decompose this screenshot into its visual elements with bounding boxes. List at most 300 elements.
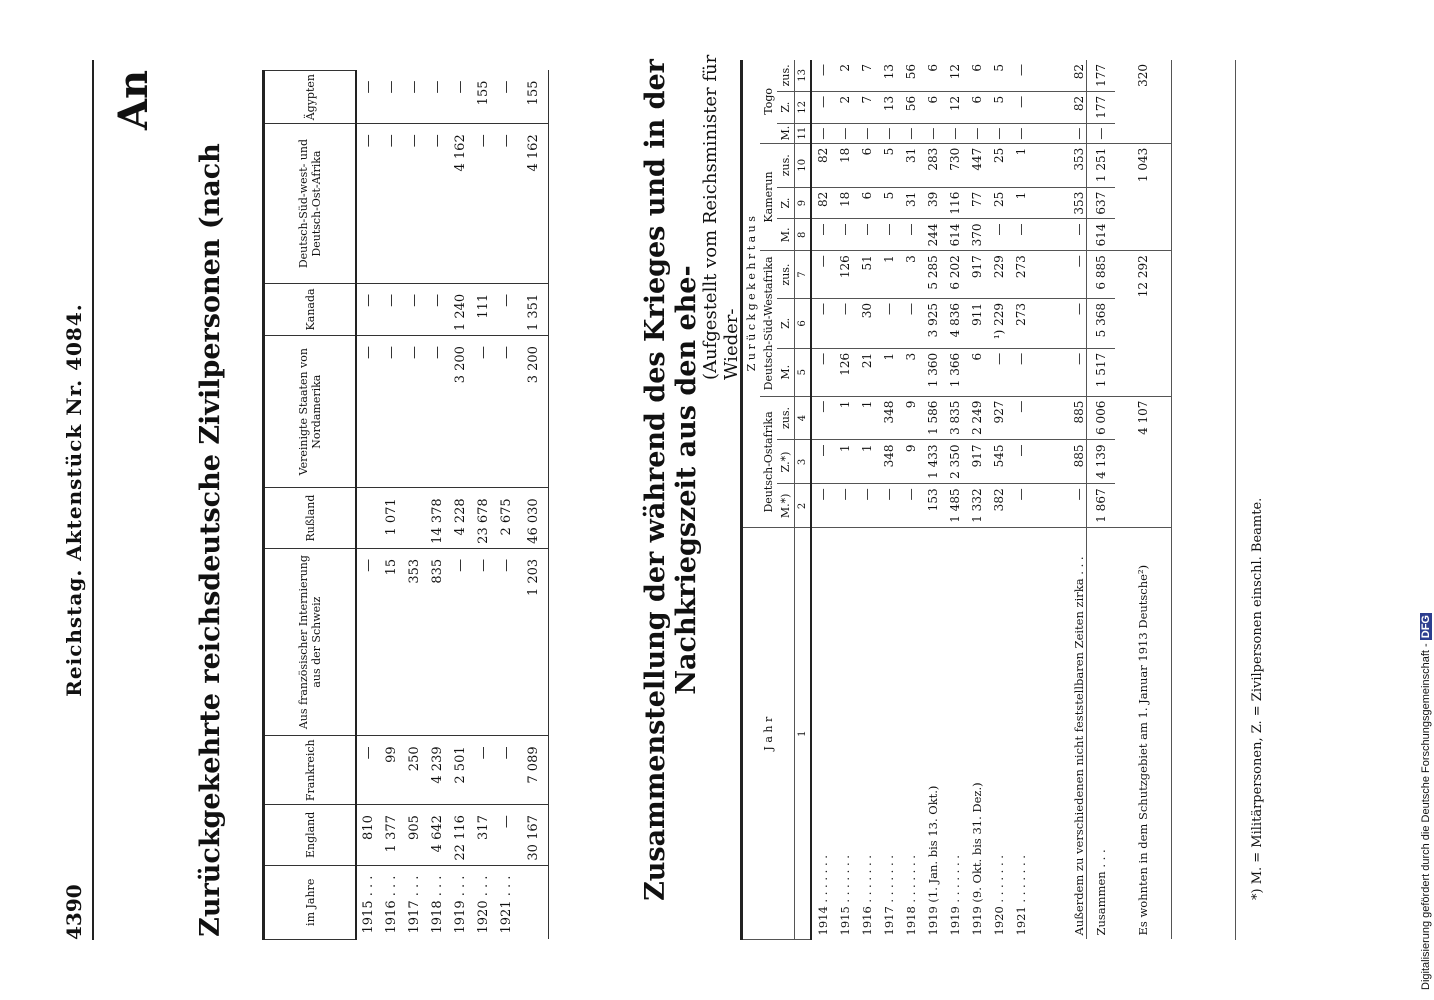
table2-cell: 917 (966, 440, 988, 484)
table2-subcol: zus. (777, 143, 795, 187)
page-title: Reichstag. Aktenstück Nr. 4084. (62, 303, 86, 697)
table2-cell: 4 836 (944, 298, 966, 348)
table2-cell: 116 (944, 187, 966, 219)
table1-total-cell: 1 203 (518, 548, 549, 736)
table2-cell: 1921 . . . . . . . (1014, 855, 1028, 936)
table2-cell: 9 (900, 440, 922, 484)
table2-super-header: Z u r ü c k g e k e h r t a u s (742, 60, 761, 528)
table1-cell: — (472, 548, 495, 736)
table2-subcol: Z. (777, 187, 795, 219)
table1-row (472, 71, 495, 940)
table2-cell: 1919 (1. Jan. bis 13. Okt.) (926, 785, 940, 936)
table1-cell: 4 239 (426, 736, 449, 805)
table1-col-header: Deutsch-Süd-west- und Deutsch-Ost-Afrika (264, 124, 357, 284)
table2-cell: 56 (900, 91, 922, 123)
table1-cell: 1915 . . . (361, 875, 376, 934)
table1-cell: — (495, 736, 518, 805)
table2-note-cell: 885 (1032, 396, 1087, 440)
table2-subcol: M.*) (777, 484, 795, 528)
table1-cell: — (380, 283, 403, 335)
table2-total-cell: 1 251 (1087, 143, 1116, 187)
table1-cell: 23 678 (472, 488, 495, 549)
table1-cell (403, 488, 426, 549)
table1-total-cell: 155 (518, 71, 549, 124)
table1-cell: — (472, 736, 495, 805)
table2-cell: — (811, 91, 834, 123)
table2-cell: 1 366 (944, 348, 966, 396)
table1-cell: — (472, 336, 495, 488)
table1-title: Zurückgekehrte reichsdeutsche Zivilpersonen (nach (195, 143, 226, 937)
table2-cell: — (811, 440, 834, 484)
table1-cell: — (426, 124, 449, 284)
table2-cell: 1919 (9. Okt. bis 31. Dez.) (970, 782, 984, 936)
table2-colnum: 10 (795, 143, 812, 187)
table2-cell: — (811, 219, 834, 251)
table2-cell: 382 (988, 484, 1010, 528)
table2-total-cell: 637 (1087, 187, 1116, 219)
table2-cell: 18 (834, 143, 856, 187)
table2-total-cell: 6 885 (1087, 251, 1116, 299)
table2-cell: 12 (944, 60, 966, 91)
table2-total-cell: 4 139 (1087, 440, 1116, 484)
table2-cell: 30 (856, 298, 878, 348)
table1-cell: — (449, 548, 472, 736)
table2-subcol: zus. (777, 396, 795, 440)
table2-cell: 126 (834, 251, 856, 299)
table2-cell: — (966, 123, 988, 143)
table1-cell: 3 200 (449, 336, 472, 488)
table2-note-cell: — (1032, 219, 1087, 251)
table2-cell: 3 (900, 251, 922, 299)
table2-row (944, 60, 966, 940)
table2-cell: 1 (878, 348, 900, 396)
table2-cell: — (944, 123, 966, 143)
table2-cell: 3 925 (922, 298, 944, 348)
table2-cell: 273 (1010, 251, 1032, 299)
table2-cell: 1914 . . . . . . . (816, 855, 830, 936)
table2-note-cell: 885 (1032, 440, 1087, 484)
table2-cell: — (834, 484, 856, 528)
table2-cell: 7 (856, 60, 878, 91)
table2-cell: — (900, 484, 922, 528)
table1-total-cell: 46 030 (518, 488, 549, 549)
table2-residents-value: 320 (1115, 60, 1172, 143)
table2-cell: — (1010, 440, 1032, 484)
table1-col-header: im Jahre (264, 865, 357, 939)
table1-total-cell: 7 089 (518, 736, 549, 805)
table2-cell: 348 (878, 396, 900, 440)
table1-cell: 2 675 (495, 488, 518, 549)
table1-cell: — (380, 71, 403, 124)
dfg-logo: DFG (1420, 615, 1432, 639)
table2-cell: 153 (922, 484, 944, 528)
table2-row (988, 60, 1010, 940)
table2-cell: — (922, 123, 944, 143)
table2-cell: 1916 . . . . . . . (860, 855, 874, 936)
table1-cell: 1919 . . . (453, 875, 468, 934)
table1-cell: 1 240 (449, 283, 472, 335)
table2-group-header: Togo (760, 60, 777, 143)
table1-col-header: Aus französischer Internierung aus der Schweiz (264, 548, 357, 736)
table2-total-cell: 1 867 (1087, 484, 1116, 528)
table2-cell: — (1010, 123, 1032, 143)
table2-cell: 6 (922, 91, 944, 123)
table2-row (900, 60, 922, 940)
table2-colnum: 13 (795, 60, 812, 91)
table2-total-cell: — (1087, 123, 1116, 143)
table2-cell: 3 835 (944, 396, 966, 440)
table1-cell: — (356, 548, 380, 736)
table2-cell: 12 (944, 91, 966, 123)
table1-cell: — (356, 283, 380, 335)
table2-group-header: Kamerun (760, 143, 777, 250)
table2-colnum: 3 (795, 440, 812, 484)
table1-cell: — (426, 71, 449, 124)
table2-cell: 82 (811, 143, 834, 187)
table1-cell: 111 (472, 283, 495, 335)
page-number: 4390 (62, 884, 86, 940)
table2-cell: — (834, 219, 856, 251)
table2-colnum: 11 (795, 123, 812, 143)
table2-cell: — (811, 60, 834, 91)
table2-total-cell: 177 (1087, 60, 1116, 91)
table2-cell: 447 (966, 143, 988, 187)
table1-cell: — (495, 124, 518, 284)
table2-cell: — (878, 484, 900, 528)
table1-cell: 1921 . . . (499, 875, 514, 934)
table1-cell: 1920 . . . (476, 875, 491, 934)
table2-row (1010, 60, 1032, 940)
table1-row (426, 71, 449, 940)
table1-col-header: Kanada (264, 283, 357, 335)
table2-cell: 6 (966, 91, 988, 123)
table2-cell: 5 (878, 187, 900, 219)
table2-row (966, 60, 988, 940)
table1-cell: 835 (426, 548, 449, 736)
table2-cell: 6 (966, 60, 988, 91)
table2-cell: 6 (922, 60, 944, 91)
table2-cell: 911 (966, 298, 988, 348)
table2-colnum: 9 (795, 187, 812, 219)
table2-cell: 31 (900, 143, 922, 187)
footnote: *) M. = Militärpersonen, Z. = Zivilpersonen einschl. Beamte. (1250, 497, 1265, 900)
table2-residents-value: 1 043 (1115, 143, 1172, 250)
table2-cell: — (811, 251, 834, 299)
table2-note-cell: — (1032, 123, 1087, 143)
table2-cell: 6 (966, 348, 988, 396)
table2-total-row (1087, 60, 1116, 940)
table2-group-header: Deutsch-Ostafrika (760, 396, 777, 528)
table2-cell: — (1010, 60, 1032, 91)
table2-note-cell: 353 (1032, 187, 1087, 219)
table2-note-cell: — (1032, 484, 1087, 528)
table2-row (922, 60, 944, 940)
table2-row (856, 60, 878, 940)
table1-cell: — (495, 283, 518, 335)
page-header (62, 60, 94, 940)
table2-residents-value: 12 292 (1115, 251, 1172, 396)
table2-cell: 1 (834, 396, 856, 440)
table1-cell: — (495, 71, 518, 124)
table2-subcol: zus. (777, 251, 795, 299)
table1-cell: — (495, 548, 518, 736)
table1-cell: 810 (356, 805, 380, 866)
table2-colnum: 12 (795, 91, 812, 123)
table2-colnum: 2 (795, 484, 812, 528)
table2-subcol: M. (777, 219, 795, 251)
table1-cell: — (356, 336, 380, 488)
table2-cell: — (900, 123, 922, 143)
table1-cell: 1 071 (380, 488, 403, 549)
table2-note-cell: — (1032, 298, 1087, 348)
table2-cell: — (1010, 219, 1032, 251)
table2-group-header: Deutsch-Süd-Westafrika (760, 251, 777, 396)
table2-total-cell: 177 (1087, 91, 1116, 123)
footnote-rule (1235, 60, 1236, 940)
table2-cell: — (988, 348, 1010, 396)
table2-row (878, 60, 900, 940)
table2-cell: 82 (811, 187, 834, 219)
table2 (740, 60, 1172, 940)
table2-cell: — (811, 123, 834, 143)
table2-residents-row (1115, 60, 1172, 940)
table1-cell: 1918 . . . (430, 875, 445, 934)
table2-row (811, 60, 834, 940)
table1-cell: 22 116 (449, 805, 472, 866)
table2-cell: 927 (988, 396, 1010, 440)
table2-subtitle: (Aufgestellt vom Reichsminister für Wieder- (700, 54, 742, 380)
table2-cell: 21 (856, 348, 878, 396)
table1-cell: 1 377 (380, 805, 403, 866)
table2-note-row (1032, 60, 1087, 940)
table2-cell: 6 (856, 187, 878, 219)
table2-note-cell: 353 (1032, 143, 1087, 187)
sidebar-text: Digitalisierung gefördert durch die Deutsche Forschungsgemeinschaft - (1420, 643, 1432, 990)
table2-cell: 25 (988, 143, 1010, 187)
table1-cell: — (356, 736, 380, 805)
table2-cell: 348 (878, 440, 900, 484)
table2-colnum: 7 (795, 251, 812, 299)
table2-cell: — (878, 219, 900, 251)
table1-row (495, 71, 518, 940)
table1-row (380, 71, 403, 940)
table2-cell: — (811, 298, 834, 348)
table2-cell: 1 (856, 396, 878, 440)
table2-colnum: 8 (795, 219, 812, 251)
table1-cell: 250 (403, 736, 426, 805)
table2-cell: 1 (834, 440, 856, 484)
table2-cell: — (834, 298, 856, 348)
table1-cell: — (403, 283, 426, 335)
table1-cell: 2 501 (449, 736, 472, 805)
table1-cell: 905 (403, 805, 426, 866)
table2-cell: 229 (988, 251, 1010, 299)
table1-cell: — (403, 71, 426, 124)
table2-cell: 1 433 (922, 440, 944, 484)
table2-colnum: 4 (795, 396, 812, 440)
table2-cell: 9 (900, 396, 922, 440)
table2-residents-value: 4 107 (1115, 396, 1172, 528)
table2-cell: 1919 . . . . . . . (948, 855, 962, 936)
table2-cell: — (878, 298, 900, 348)
table2-note-cell: Außerdem zu verschiedenen nicht feststellbaren Zeiten zirka . . . (1072, 556, 1086, 936)
table1-cell: 99 (380, 736, 403, 805)
table2-cell: 6 202 (944, 251, 966, 299)
table2-colnum: 6 (795, 298, 812, 348)
table1-cell: — (380, 336, 403, 488)
table2-cell: 2 (834, 91, 856, 123)
header-rule (92, 60, 94, 940)
table2-cell: — (834, 123, 856, 143)
table1-cell: 1916 . . . (384, 875, 399, 934)
table1-cell: — (472, 124, 495, 284)
table2-cell: ¹) 229 (988, 298, 1010, 348)
table1-col-header: Rußland (264, 488, 357, 549)
table2-subcol: Z.*) (777, 440, 795, 484)
table2-total-cell: Zusammen . . . (1087, 528, 1116, 940)
table2-total-cell: 1 517 (1087, 348, 1116, 396)
table2-title: Zusammenstellung der während des Krieges und in der Nachkriegszeit aus den ehe- (640, 59, 702, 901)
table2-note-cell: — (1032, 348, 1087, 396)
table1-cell: — (426, 283, 449, 335)
table2-cell: 13 (878, 60, 900, 91)
table2-cell: — (900, 219, 922, 251)
table2-cell: 56 (900, 60, 922, 91)
table2-colnum: 5 (795, 348, 812, 396)
table2-cell: 5 (988, 91, 1010, 123)
table2-cell: 1 (1010, 143, 1032, 187)
table2-subcol: M. (777, 348, 795, 396)
table1-cell: — (426, 336, 449, 488)
table2-cell: 283 (922, 143, 944, 187)
table1-total-cell: 1 351 (518, 283, 549, 335)
table1 (262, 70, 549, 940)
table2-cell: — (856, 219, 878, 251)
table2-header-row (742, 60, 761, 940)
table2-cell: — (1010, 91, 1032, 123)
table2-cell: 6 (856, 143, 878, 187)
table2-cell: — (811, 348, 834, 396)
table2-cell: 1 (856, 440, 878, 484)
table1-cell: — (380, 124, 403, 284)
table2-cell: 2 249 (966, 396, 988, 440)
table1-cell: — (356, 71, 380, 124)
table2-subcol: M. (777, 123, 795, 143)
table1-col-header: Frankreich (264, 736, 357, 805)
table2-cell: 13 (878, 91, 900, 123)
table1-cell: 317 (472, 805, 495, 866)
table2-colnum: 1 (795, 528, 812, 940)
table2-cell: 7 (856, 91, 878, 123)
table1-cell: — (403, 336, 426, 488)
table2-cell: 31 (900, 187, 922, 219)
table2-cell: — (988, 123, 1010, 143)
table1-cell: — (449, 71, 472, 124)
table2-cell: 126 (834, 348, 856, 396)
table2-cell: — (811, 484, 834, 528)
table1-cell: 155 (472, 71, 495, 124)
table1-total-row (518, 71, 549, 940)
table2-cell: 917 (966, 251, 988, 299)
sidebar (1419, 0, 1433, 1000)
corner-letter: An (110, 69, 157, 130)
table2-cell: 1918 . . . . . . . (904, 855, 918, 936)
table2-cell: — (1010, 348, 1032, 396)
table2-cell: 77 (966, 187, 988, 219)
table2-row-header: J a h r (742, 528, 795, 940)
table2-note-cell: — (1032, 251, 1087, 299)
table1-row (403, 71, 426, 940)
table2-cell: 1 332 (966, 484, 988, 528)
table2-cell: 5 (988, 60, 1010, 91)
table2-total-cell: 6 006 (1087, 396, 1116, 440)
table2-cell: 1 485 (944, 484, 966, 528)
table2-cell: 1915 . . . . . . . (838, 855, 852, 936)
table2-cell: — (1010, 396, 1032, 440)
table2-residents-label: Es wohnten in dem Schutzgebiet am 1. Januar 1913 Deutsche²) (1115, 528, 1172, 940)
table1-cell: 353 (403, 548, 426, 736)
table1-cell: — (495, 336, 518, 488)
table2-total-cell: 5 368 (1087, 298, 1116, 348)
table1-cell: 4 642 (426, 805, 449, 866)
table2-cell: 730 (944, 143, 966, 187)
table2-cell: 273 (1010, 298, 1032, 348)
table1-cell: 1917 . . . (407, 875, 422, 934)
table1-total-cell: 30 167 (518, 805, 549, 866)
table1-col-header: England (264, 805, 357, 866)
table1-total-cell: 3 200 (518, 336, 549, 488)
table2-cell: — (900, 298, 922, 348)
table2-cell: 545 (988, 440, 1010, 484)
table1-cell: 4 162 (449, 124, 472, 284)
table2-subcol: Z. (777, 298, 795, 348)
table1-col-header: Vereinigte Staaten von Nordamerika (264, 336, 357, 488)
table2-subcol: Z. (777, 91, 795, 123)
table2-note-cell: 82 (1032, 91, 1087, 123)
table2-cell: — (878, 123, 900, 143)
table2-cell: 2 350 (944, 440, 966, 484)
table1-row (356, 71, 380, 940)
table2-cell: — (856, 484, 878, 528)
table2-cell: 3 (900, 348, 922, 396)
table2-subcol: zus. (777, 60, 795, 91)
table1-cell: — (403, 124, 426, 284)
table2-colnum-row (795, 60, 812, 940)
table1-col-header: Ägypten (264, 71, 357, 124)
table2-cell: 1 (1010, 187, 1032, 219)
table1-total-cell: 4 162 (518, 124, 549, 284)
table2-cell: — (988, 219, 1010, 251)
table2-cell: — (811, 396, 834, 440)
table2-cell: 5 (878, 143, 900, 187)
table2-cell: — (1010, 484, 1032, 528)
table2-row (834, 60, 856, 940)
table2-cell: 614 (944, 219, 966, 251)
table2-cell: 1917 . . . . . . . (882, 855, 896, 936)
table2-cell: 2 (834, 60, 856, 91)
table2-cell: 1920 . . . . . . . (992, 855, 1006, 936)
table2-cell: 39 (922, 187, 944, 219)
table2-cell: 25 (988, 187, 1010, 219)
table1-row (449, 71, 472, 940)
table2-cell: 51 (856, 251, 878, 299)
table1-cell: 15 (380, 548, 403, 736)
table1-cell: 4 228 (449, 488, 472, 549)
table2-cell: 370 (966, 219, 988, 251)
table2-note-cell: 82 (1032, 60, 1087, 91)
table2-cell: 244 (922, 219, 944, 251)
table1-cell: — (495, 805, 518, 866)
